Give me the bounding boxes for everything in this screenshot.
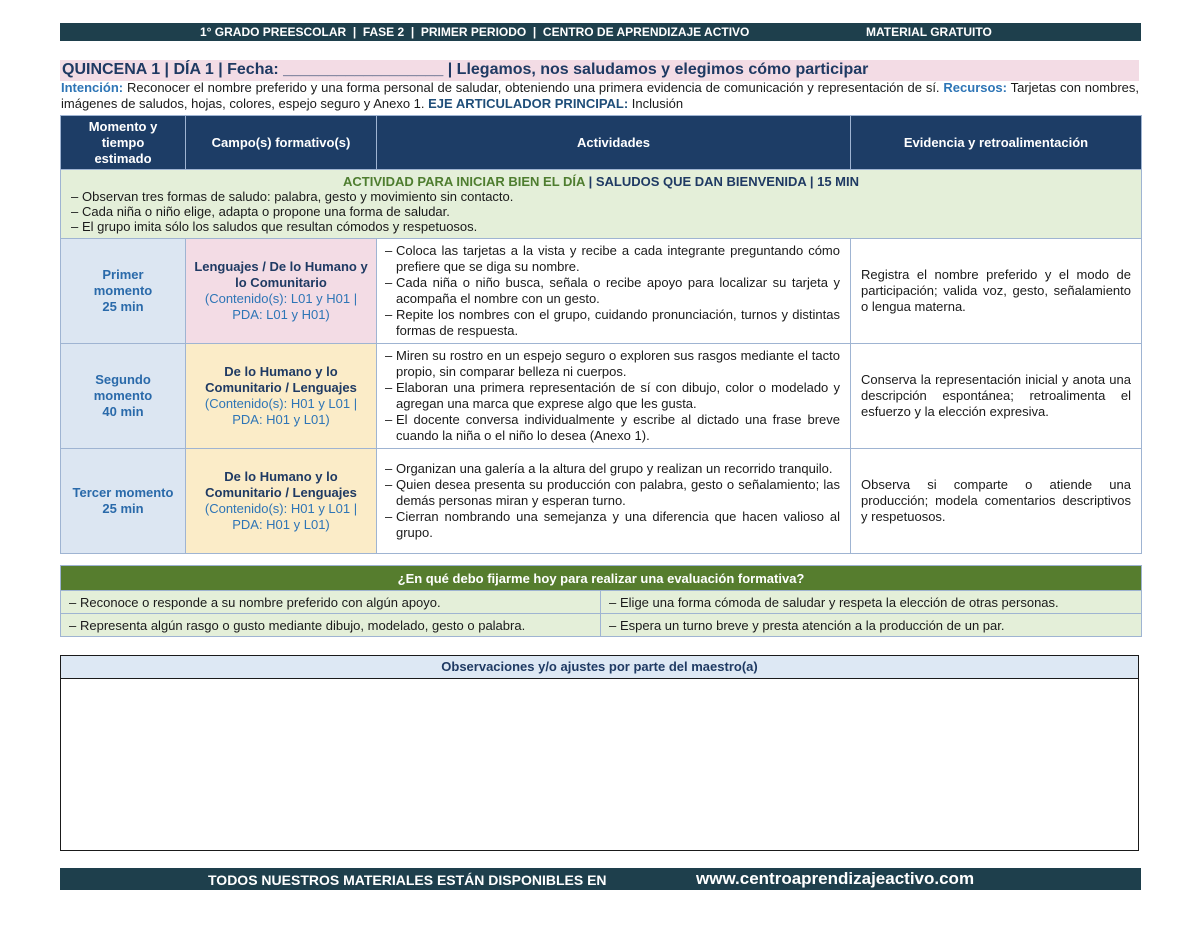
moment-label: Primer momento [93,267,153,298]
opening-activity-label: ACTIVIDAD PARA INICIAR BIEN EL DÍA [342,174,585,189]
col-header-evidence: Evidencia y retroalimentación [851,116,1142,170]
moment-label: Tercer momento [72,485,174,500]
col-header-campo: Campo(s) formativo(s) [186,116,377,170]
list-item: – Reconoce o responde a su nombre preferido con algún apoyo. [69,595,592,610]
intent-label: Intención: [61,80,124,95]
list-item: – Repite los nombres con el grupo, cuidando pronunciación, turnos y distintas formas de respuesta. [385,307,840,339]
campo-cell [186,344,377,449]
list-item: – Representa algún rasgo o gusto mediante dibujo, modelado, gesto o palabra. [69,618,592,633]
moment-cell [61,239,186,344]
list-item: – Quien desea presenta su producción con palabra, gesto o señalamiento; las demás personas miran y esperan turno. [385,477,840,509]
campo-name: De lo Humano y lo Comunitario / Lenguajes [205,364,357,395]
moment-cell [61,344,186,449]
campo-contenido: (Contenido(s): H01 y L01 | PDA: H01 y L01) [204,396,358,427]
evidence-cell: Observa si comparte o atiende una producción; modela comentarios descriptivos y respetuosos. [851,449,1142,554]
list-item: – El docente conversa individualmente y escribe al dictado una frase breve cuando la niña o el niño lo desea (Anexo 1). [385,412,840,444]
list-item: – Cada niña o niño busca, señala o recibe apoyo para localizar su tarjeta y acompaña el nombre con un gesto. [385,275,840,307]
intent-paragraph [61,80,1139,112]
list-item: – El grupo imita sólo los saludos que resultan cómodos y respetuosos. [71,219,1131,234]
activities-cell [377,344,851,449]
footer-website-link[interactable]: www.centroaprendizajeactivo.com [696,869,975,888]
list-item: – Elige una forma cómoda de saludar y respeta la elección de otras personas. [609,595,1133,610]
list-item: – Elaboran una primera representación de sí con dibujo, color o modelado y agregan una marca que exprese algo que les gusta. [385,380,840,412]
evaluation-item [601,614,1142,637]
campo-cell [186,449,377,554]
evaluation-item [61,614,601,637]
resources-text: Tarjetas con nombres, imágenes de saludos, hojas, colores, espejo seguro y Anexo 1. [61,80,1139,111]
opening-activity-title [71,174,1131,189]
opening-activity-cell [61,170,1142,239]
observations-box [60,655,1139,851]
campo-name: De lo Humano y lo Comunitario / Lenguajes [205,469,357,500]
resources-label: Recursos: [943,80,1007,95]
list-item: – Coloca las tarjetas a la vista y recibe a cada integrante preguntando cómo prefiere que se diga su nombre. [385,243,840,275]
list-item: – Observan tres formas de saludo: palabra, gesto y movimiento sin contacto. [71,189,1131,204]
table-row [61,239,1142,344]
intent-text: Reconocer el nombre preferido y una forma personal de saludar, obteniendo una primera evidencia de comunicación y representación de sí. [123,80,944,95]
observations-title: Observaciones y/o ajustes por parte del maestro(a) [61,656,1138,679]
table-row [61,614,1142,637]
table-row [61,591,1142,614]
list-item: – Miren su rostro en un espejo seguro o exploren sus rasgos mediante el tacto propio, sin comparar belleza ni cuerpos. [385,348,840,380]
evaluation-item [61,591,601,614]
table-header-row [61,116,1142,170]
axis-text: Inclusión [628,96,684,111]
moment-time: 40 min [102,404,144,419]
planning-table [60,115,1142,554]
footer-bar [60,868,1141,890]
list-item: – Cierran nombrando una semejanza y una diferencia que hacen valioso al grupo. [385,509,840,541]
evaluation-table [60,565,1142,637]
axis-label: EJE ARTICULADOR PRINCIPAL: [428,96,629,111]
footer-text: TODOS NUESTROS MATERIALES ESTÁN DISPONIBLES EN [208,872,607,888]
list-item: – Espera un turno breve y presta atención a la producción de un par. [609,618,1133,633]
evaluation-item [601,591,1142,614]
header-grade-info: 1° GRADO PREESCOLAR | FASE 2 | PRIMER PERIODO | CENTRO DE APRENDIZAJE ACTIVO [200,25,750,39]
col-header-moment: Momento y tiempo estimado [61,116,186,170]
list-item: – Organizan una galería a la altura del grupo y realizan un recorrido tranquilo. [385,461,840,477]
evaluation-title: ¿En qué debo fijarme hoy para realizar una evaluación formativa? [61,566,1142,591]
observations-writing-area[interactable] [61,679,1138,851]
campo-cell [186,239,377,344]
moment-label: Segundo momento [93,372,153,403]
page-title: QUINCENA 1 | DÍA 1 | Fecha: __________________ | Llegamos, nos saludamos y elegimos cómo participar [62,61,869,78]
campo-contenido: (Contenido(s): H01 y L01 | PDA: H01 y L01) [204,501,358,532]
moment-cell [61,449,186,554]
activities-cell [377,449,851,554]
col-header-activities: Actividades [377,116,851,170]
opening-activity-subtitle: | SALUDOS QUE DAN BIENVENIDA | 15 MIN [584,174,860,189]
campo-name: Lenguajes / De lo Humano y lo Comunitario [194,259,368,290]
table-row [61,449,1142,554]
evidence-cell: Registra el nombre preferido y el modo de participación; valida voz, gesto, señalamiento o lengua materna. [851,239,1142,344]
list-item: – Cada niña o niño elige, adapta o propone una forma de saludar. [71,204,1131,219]
moment-time: 25 min [102,299,144,314]
opening-activity-row [61,170,1142,239]
campo-contenido: (Contenido(s): L01 y H01 | PDA: L01 y H01) [204,291,358,322]
header-bar [60,23,1141,41]
table-row [61,344,1142,449]
moment-time: 25 min [102,501,144,516]
header-free-material: MATERIAL GRATUITO [866,25,992,39]
activities-cell [377,239,851,344]
page-title-band [60,60,1139,81]
evidence-cell: Conserva la representación inicial y anota una descripción espontánea; retroalimenta el esfuerzo y la elección expresiva. [851,344,1142,449]
opening-activity-list [71,189,1131,234]
